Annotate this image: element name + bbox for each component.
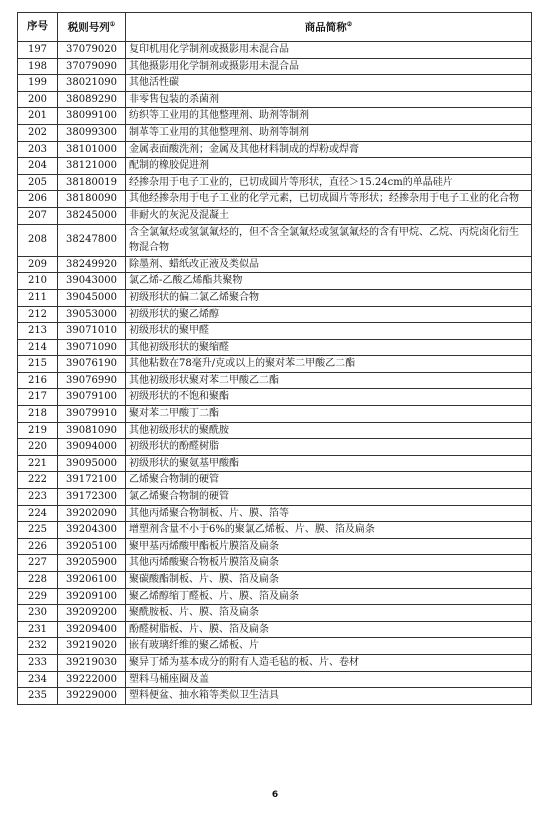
- product-name-cell: 金属表面酸洗剂；金属及其他材料制成的焊粉或焊膏: [126, 141, 532, 158]
- table-row: [18, 605, 532, 622]
- serial-number-cell: 228: [18, 572, 58, 589]
- table-row: [18, 306, 532, 323]
- serial-number-cell: 218: [18, 406, 58, 423]
- serial-number-cell: 201: [18, 108, 58, 125]
- table-row: [18, 207, 532, 224]
- product-name-cell: 乙烯聚合物制的硬管: [126, 472, 532, 489]
- table-row: [18, 191, 532, 208]
- table-row: [18, 638, 532, 655]
- tariff-code-cell: 39071010: [58, 323, 126, 340]
- table-row: [18, 555, 532, 572]
- tariff-code-cell: 39209200: [58, 605, 126, 622]
- table-row: [18, 572, 532, 589]
- serial-number-cell: 230: [18, 605, 58, 622]
- product-name-cell: 制革等工业用的其他整理剂、助剂等制剂: [126, 124, 532, 141]
- serial-number-cell: 231: [18, 621, 58, 638]
- serial-number-cell: 227: [18, 555, 58, 572]
- table-row: [18, 422, 532, 439]
- product-name-cell: 聚对苯二甲酸丁二酯: [126, 406, 532, 423]
- table-header: [18, 13, 532, 42]
- table-row: [18, 406, 532, 423]
- tariff-code-cell: 39172100: [58, 472, 126, 489]
- tariff-code-cell: 37079090: [58, 58, 126, 75]
- tariff-code-cell: 39079910: [58, 406, 126, 423]
- tariff-code-cell: 39219030: [58, 654, 126, 671]
- product-name-cell: 酚醛树脂板、片、膜、箔及扁条: [126, 621, 532, 638]
- product-name-cell: 非零售包装的杀菌剂: [126, 91, 532, 108]
- product-name-cell: 其他摄影用化学制剂或摄影用未混合品: [126, 58, 532, 75]
- tariff-code-cell: 39209400: [58, 621, 126, 638]
- serial-number-cell: 225: [18, 522, 58, 539]
- product-name-cell: 其他初级形状聚对苯二甲酸乙二酯: [126, 372, 532, 389]
- tariff-code-cell: 38245000: [58, 207, 126, 224]
- product-name-cell: 聚乙烯醇缩丁醛板、片、膜、箔及扁条: [126, 588, 532, 605]
- table-row: [18, 124, 532, 141]
- tariff-code-cell: 39222000: [58, 671, 126, 688]
- product-name-cell: 初级形状的聚甲醛: [126, 323, 532, 340]
- product-name-cell: 纺织等工业用的其他整理剂、助剂等制剂: [126, 108, 532, 125]
- footnote-marker: ②: [346, 21, 353, 29]
- product-name-cell: 复印机用化学制剂或摄影用未混合品: [126, 42, 532, 59]
- tariff-code-cell: 39071090: [58, 339, 126, 356]
- table-row: [18, 323, 532, 340]
- serial-number-cell: 209: [18, 256, 58, 273]
- serial-number-cell: 204: [18, 158, 58, 175]
- tariff-code-cell: 39219020: [58, 638, 126, 655]
- table-row: [18, 688, 532, 705]
- serial-number-cell: 216: [18, 372, 58, 389]
- product-name-cell: 塑料便盆、抽水箱等类似卫生洁具: [126, 688, 532, 705]
- serial-number-cell: 222: [18, 472, 58, 489]
- product-name-cell: 其他初级形状的聚酰胺: [126, 422, 532, 439]
- table-row: [18, 472, 532, 489]
- product-name-cell: 氯乙烯聚合物制的硬管: [126, 489, 532, 506]
- serial-number-cell: 211: [18, 289, 58, 306]
- table-row: [18, 671, 532, 688]
- tariff-code-cell: 39076990: [58, 372, 126, 389]
- product-name-cell: 初级形状的偏二氯乙烯聚合物: [126, 289, 532, 306]
- serial-number-cell: 226: [18, 538, 58, 555]
- serial-number-cell: 197: [18, 42, 58, 59]
- tariff-code-cell: 39202090: [58, 505, 126, 522]
- serial-number-cell: 206: [18, 191, 58, 208]
- serial-number-cell: 229: [18, 588, 58, 605]
- tariff-code-cell: 39094000: [58, 439, 126, 456]
- table-row: [18, 538, 532, 555]
- serial-number-cell: 214: [18, 339, 58, 356]
- header-product-name: 商品简称②: [126, 13, 532, 42]
- table-row: [18, 522, 532, 539]
- table-row: [18, 339, 532, 356]
- serial-number-cell: 224: [18, 505, 58, 522]
- tariff-code-cell: 39079100: [58, 389, 126, 406]
- serial-number-cell: 205: [18, 174, 58, 191]
- serial-number-cell: 207: [18, 207, 58, 224]
- product-name-cell: 初级形状的聚氨基甲酸酯: [126, 455, 532, 472]
- product-name-cell: 其他初级形状的聚缩醛: [126, 339, 532, 356]
- tariff-code-cell: 38099300: [58, 124, 126, 141]
- table-row: [18, 75, 532, 92]
- product-name-cell: 配制的橡胶促进剂: [126, 158, 532, 175]
- tariff-code-cell: 39081090: [58, 422, 126, 439]
- tariff-code-cell: 39053000: [58, 306, 126, 323]
- tariff-code-cell: 39205900: [58, 555, 126, 572]
- serial-number-cell: 200: [18, 91, 58, 108]
- table-row: [18, 58, 532, 75]
- table-row: [18, 273, 532, 290]
- product-name-cell: 初级形状的不饱和聚酯: [126, 389, 532, 406]
- serial-number-cell: 208: [18, 224, 58, 256]
- tariff-code-cell: 38249920: [58, 256, 126, 273]
- table-row: [18, 372, 532, 389]
- product-name-cell: 其他粘数在78毫升/克或以上的聚对苯二甲酸乙二酯: [126, 356, 532, 373]
- table-row: [18, 141, 532, 158]
- product-name-cell: 非耐火的灰泥及混凝土: [126, 207, 532, 224]
- product-name-cell: 经掺杂用于电子工业的，已切成圆片等形状，直径＞15.24cm的单晶硅片: [126, 174, 532, 191]
- tariff-code-cell: 39095000: [58, 455, 126, 472]
- table-row: [18, 158, 532, 175]
- table-body: [18, 42, 532, 705]
- product-name-cell: 嵌有玻璃纤维的聚乙烯板、片: [126, 638, 532, 655]
- tariff-table: [17, 12, 532, 705]
- product-name-cell: 其他丙烯聚合物制板、片、膜、箔等: [126, 505, 532, 522]
- table-row: [18, 356, 532, 373]
- product-name-cell: 塑料马桶座圈及盖: [126, 671, 532, 688]
- product-name-cell: 含全氯氟烃或氢氯氟烃的，但不含全氯氟烃或氢氯氟烃的含有甲烷、乙烷、丙烷卤化衍生物混合物: [126, 224, 532, 256]
- table-row: [18, 224, 532, 256]
- product-name-cell: 聚碳酸酯制板、片、膜、箔及扁条: [126, 572, 532, 589]
- table-row: [18, 455, 532, 472]
- serial-number-cell: 213: [18, 323, 58, 340]
- serial-number-cell: 234: [18, 671, 58, 688]
- product-name-cell: 氯乙烯-乙酸乙烯酯共聚物: [126, 273, 532, 290]
- tariff-code-cell: 39045000: [58, 289, 126, 306]
- serial-number-cell: 203: [18, 141, 58, 158]
- product-name-cell: 聚异丁烯为基本成分的附有人造毛毡的板、片、卷材: [126, 654, 532, 671]
- product-name-cell: 除墨剂、蜡纸改正液及类似品: [126, 256, 532, 273]
- product-name-cell: 初级形状的酚醛树脂: [126, 439, 532, 456]
- tariff-code-cell: 39205100: [58, 538, 126, 555]
- tariff-code-cell: 38121000: [58, 158, 126, 175]
- tariff-code-cell: 38247800: [58, 224, 126, 256]
- tariff-code-cell: 39204300: [58, 522, 126, 539]
- table-row: [18, 489, 532, 506]
- serial-number-cell: 202: [18, 124, 58, 141]
- tariff-code-cell: 39229000: [58, 688, 126, 705]
- table-row: [18, 654, 532, 671]
- tariff-code-cell: 38101000: [58, 141, 126, 158]
- header-serial-number: 序号: [18, 13, 58, 42]
- serial-number-cell: 199: [18, 75, 58, 92]
- footnote-marker: ①: [109, 21, 116, 29]
- serial-number-cell: 232: [18, 638, 58, 655]
- serial-number-cell: 219: [18, 422, 58, 439]
- serial-number-cell: 233: [18, 654, 58, 671]
- tariff-code-cell: 38180090: [58, 191, 126, 208]
- serial-number-cell: 223: [18, 489, 58, 506]
- serial-number-cell: 220: [18, 439, 58, 456]
- tariff-code-cell: 38180019: [58, 174, 126, 191]
- product-name-cell: 其他活性碳: [126, 75, 532, 92]
- serial-number-cell: 235: [18, 688, 58, 705]
- table-row: [18, 108, 532, 125]
- page-number: 6: [271, 790, 279, 800]
- table-row: [18, 256, 532, 273]
- tariff-code-cell: 39209100: [58, 588, 126, 605]
- serial-number-cell: 212: [18, 306, 58, 323]
- tariff-code-cell: 39076190: [58, 356, 126, 373]
- serial-number-cell: 215: [18, 356, 58, 373]
- product-name-cell: 其他丙烯酸聚合物板片膜箔及扁条: [126, 555, 532, 572]
- tariff-code-cell: 38021090: [58, 75, 126, 92]
- serial-number-cell: 217: [18, 389, 58, 406]
- serial-number-cell: 210: [18, 273, 58, 290]
- table-row: [18, 621, 532, 638]
- table-row: [18, 505, 532, 522]
- product-name-cell: 初级形状的聚乙烯醇: [126, 306, 532, 323]
- table-row: [18, 42, 532, 59]
- header-tariff-code: 税则号列①: [58, 13, 126, 42]
- table-row: [18, 289, 532, 306]
- tariff-code-cell: 38089290: [58, 91, 126, 108]
- tariff-code-cell: 39172300: [58, 489, 126, 506]
- tariff-code-cell: 39043000: [58, 273, 126, 290]
- serial-number-cell: 198: [18, 58, 58, 75]
- serial-number-cell: 221: [18, 455, 58, 472]
- tariff-code-cell: 37079020: [58, 42, 126, 59]
- table-row: [18, 588, 532, 605]
- table-row: [18, 439, 532, 456]
- product-name-cell: 其他经掺杂用于电子工业的化学元素，已切成圆片等形状；经掺杂用于电子工业的化合物: [126, 191, 532, 208]
- table-row: [18, 389, 532, 406]
- table-row: [18, 91, 532, 108]
- table-row: [18, 174, 532, 191]
- product-name-cell: 聚酰胺板、片、膜、箔及扁条: [126, 605, 532, 622]
- tariff-code-cell: 39206100: [58, 572, 126, 589]
- tariff-code-cell: 38099100: [58, 108, 126, 125]
- product-name-cell: 增塑剂含量不小于6%的聚氯乙烯板、片、膜、箔及扁条: [126, 522, 532, 539]
- product-name-cell: 聚甲基丙烯酸甲酯板片膜箔及扁条: [126, 538, 532, 555]
